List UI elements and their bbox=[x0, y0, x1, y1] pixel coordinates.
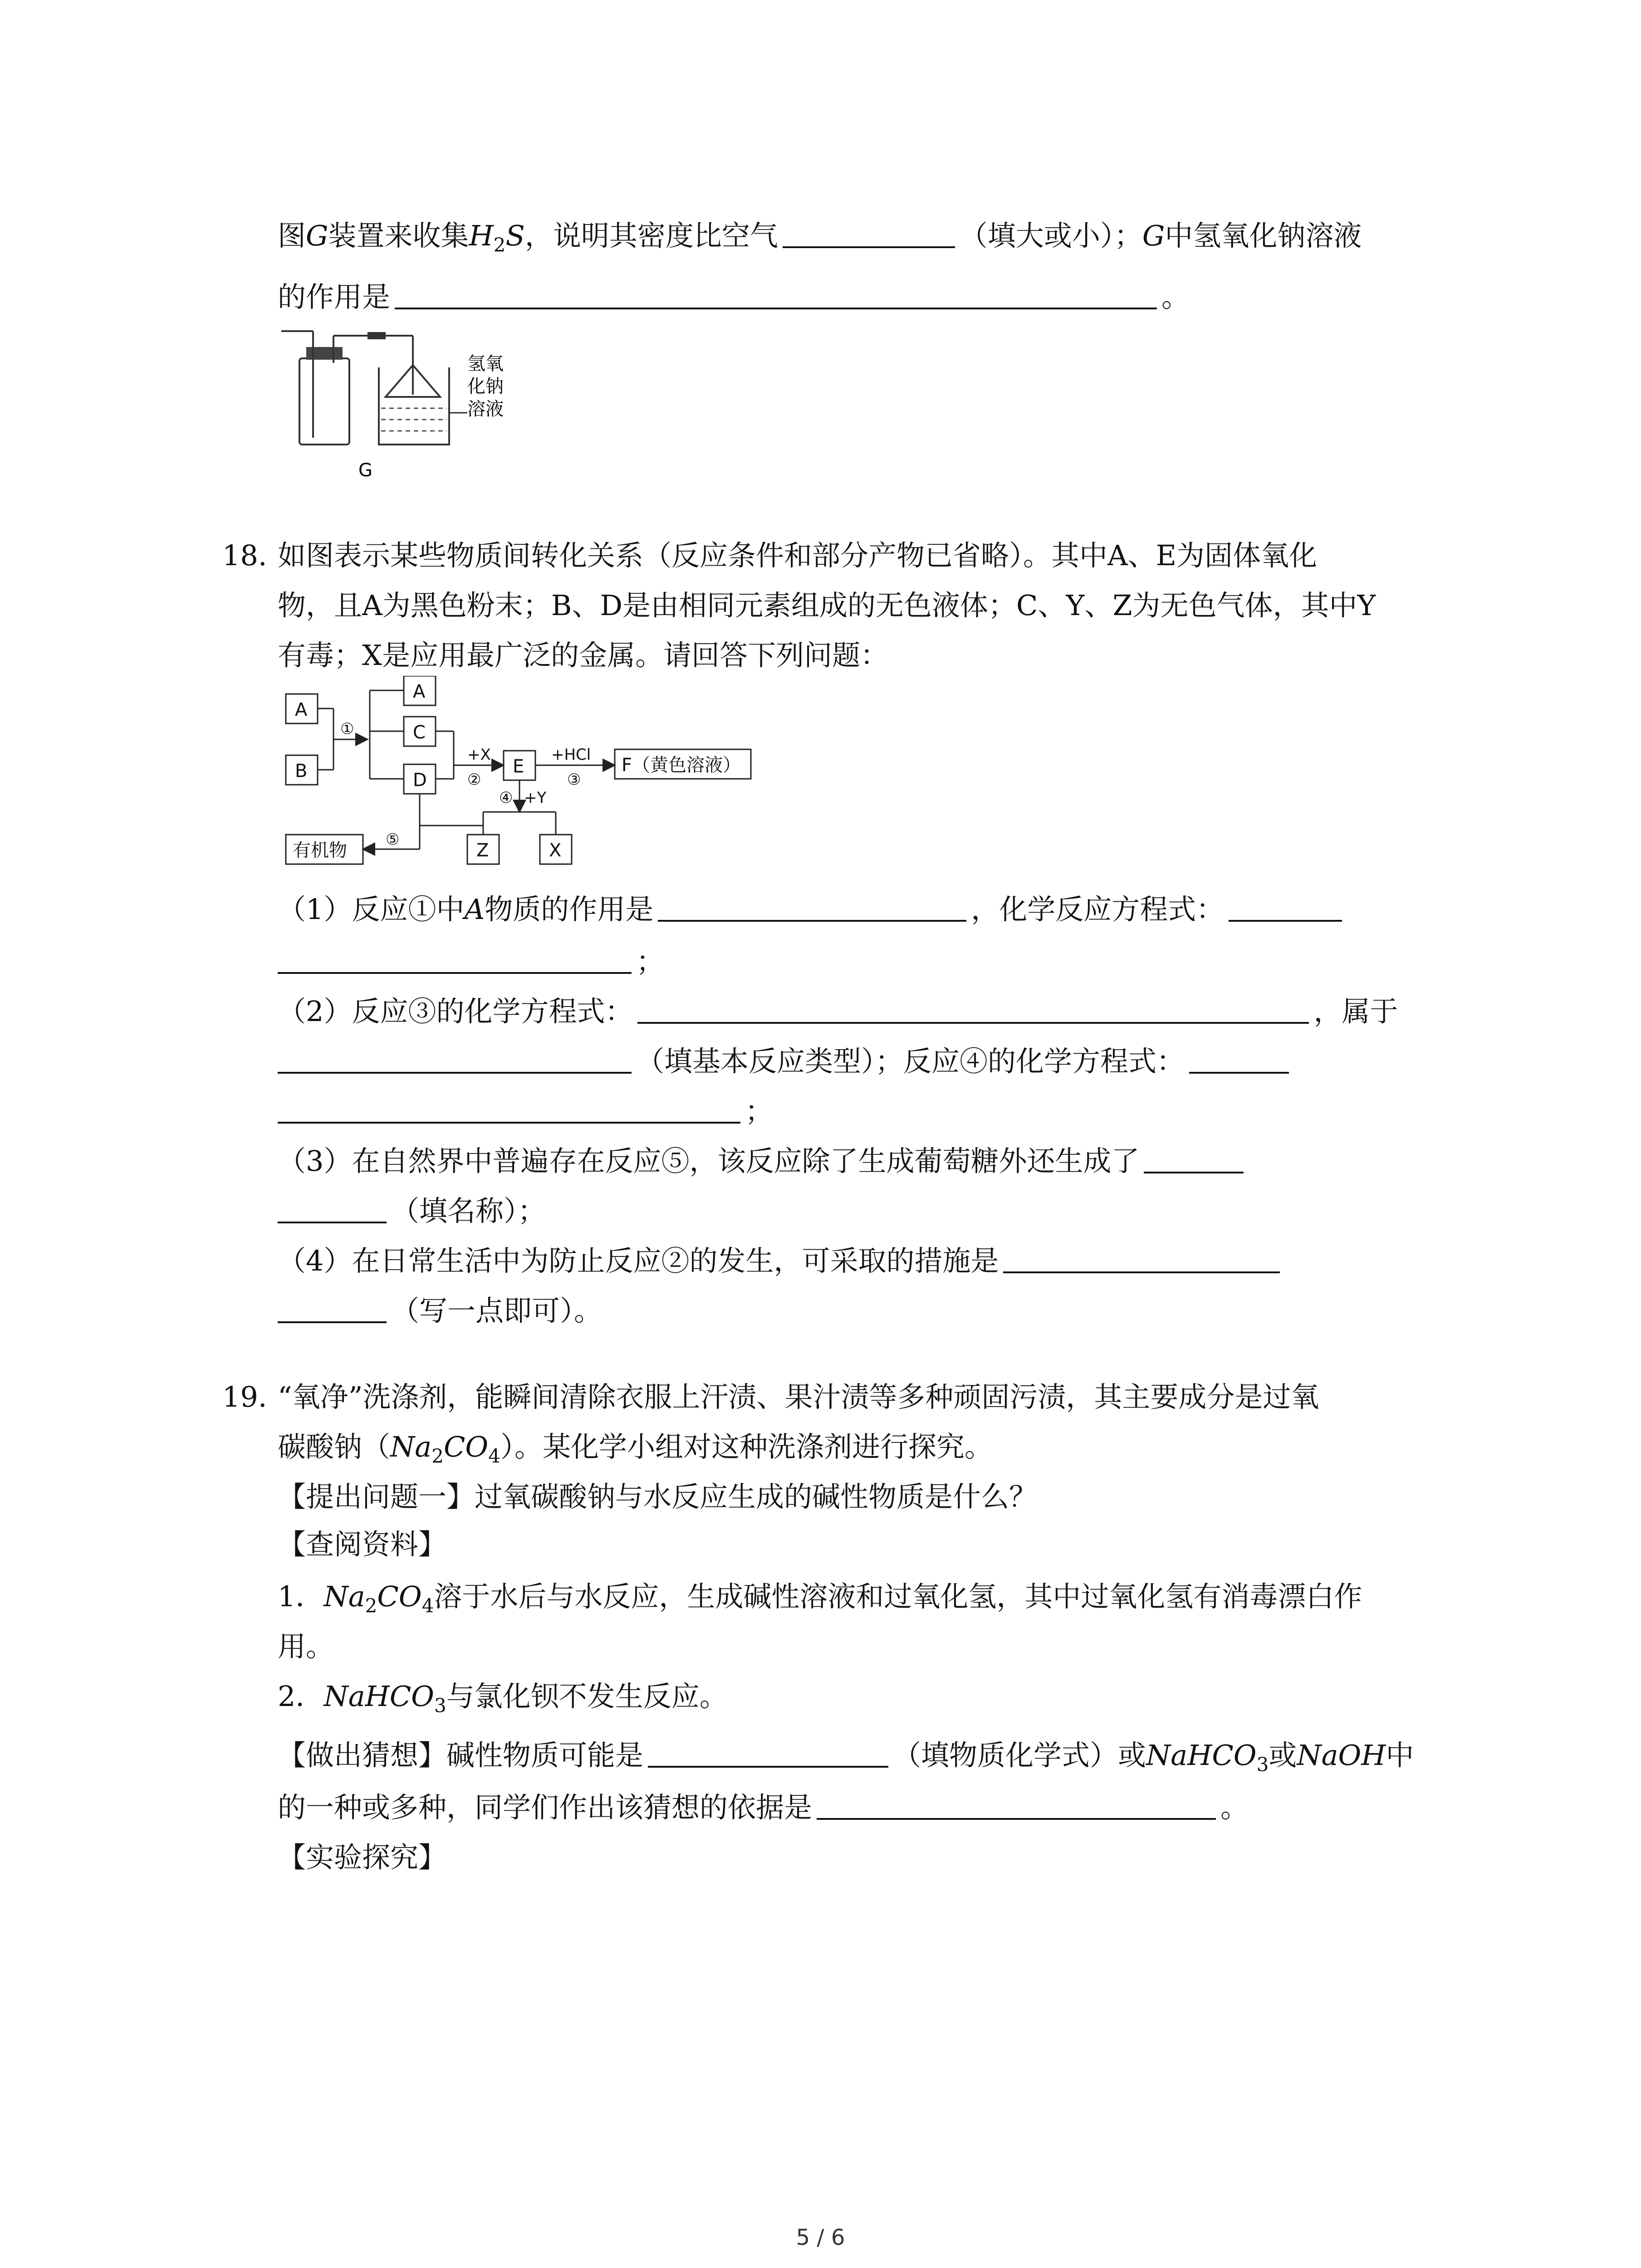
q18-sub3-cont bbox=[278, 1193, 546, 1229]
node-label: D bbox=[413, 770, 427, 791]
formula: NaHCO bbox=[323, 1680, 435, 1713]
text: （填物质化学式）或 bbox=[893, 1739, 1146, 1772]
q19-info-heading: 【查阅资料】 bbox=[278, 1528, 447, 1561]
q19-info-2 bbox=[278, 1678, 728, 1724]
node-label: 有机物 bbox=[293, 840, 347, 861]
gas-bottle bbox=[299, 358, 349, 445]
text: 。 bbox=[1161, 280, 1190, 313]
reagent-label: 化钠 bbox=[467, 376, 504, 397]
q19-guess-cont bbox=[278, 1789, 1249, 1826]
formula: A bbox=[464, 893, 485, 926]
text: ，说明其密度比空气 bbox=[524, 219, 778, 252]
reaction-number: ④ bbox=[499, 789, 513, 807]
q19-guess bbox=[278, 1737, 1414, 1783]
text: ； bbox=[745, 1095, 774, 1128]
q18-stem-line: 物，且A为黑色粉末；B、D是由相同元素组成的无色液体；C、Y、Z为无色气体，其中Y bbox=[278, 589, 1376, 622]
answer-blank[interactable] bbox=[1189, 1045, 1289, 1074]
text: （3）在自然界中普遍存在反应⑤，该反应除了生成葡萄糖外还生成了 bbox=[278, 1144, 1140, 1178]
node-label: F（黄色溶液） bbox=[622, 755, 741, 776]
q18-sub2-cont bbox=[278, 1043, 1293, 1080]
reagent-label: 氢氧 bbox=[467, 353, 504, 374]
page-number: 5 / 6 bbox=[796, 2225, 845, 2250]
rubber-joint bbox=[367, 332, 386, 339]
text: ，属于 bbox=[1313, 995, 1398, 1028]
q19-line-2 bbox=[278, 1429, 993, 1474]
subscript: 4 bbox=[488, 1445, 500, 1467]
reagent-label: 溶液 bbox=[467, 399, 504, 420]
formula: H bbox=[469, 219, 494, 252]
answer-blank[interactable] bbox=[648, 1739, 888, 1768]
node-label: B bbox=[295, 761, 308, 782]
text: （2）反应③的化学方程式： bbox=[278, 995, 633, 1028]
q18-sub2 bbox=[278, 993, 1398, 1030]
formula: NaHCO bbox=[1146, 1739, 1257, 1772]
condition-label: +Y bbox=[524, 789, 547, 807]
q19-number: 19. bbox=[222, 1380, 267, 1413]
text: ； bbox=[636, 945, 665, 978]
node-label: E bbox=[513, 756, 524, 777]
subscript: 2 bbox=[365, 1594, 377, 1617]
formula: G bbox=[306, 219, 328, 252]
text: 中 bbox=[1386, 1739, 1414, 1772]
text: 的作用是 bbox=[278, 280, 391, 313]
formula: CO bbox=[377, 1580, 422, 1613]
text: 装置来收集 bbox=[328, 219, 469, 252]
q19-question-1: 【提出问题一】过氧碳酸钠与水反应生成的碱性物质是什么？ bbox=[278, 1480, 1038, 1513]
subscript: 2 bbox=[431, 1445, 444, 1467]
answer-blank[interactable] bbox=[817, 1791, 1216, 1820]
text: （填名称）； bbox=[391, 1194, 546, 1227]
text: 碳酸钠（ bbox=[278, 1430, 391, 1463]
formula: Na bbox=[390, 1430, 432, 1463]
q18-stem-line: 有毒；X是应用最广泛的金属。请回答下列问题： bbox=[278, 639, 889, 672]
q18-sub4 bbox=[278, 1243, 1284, 1279]
q17-line-1 bbox=[278, 218, 1362, 263]
beaker bbox=[379, 367, 449, 445]
conversion-diagram bbox=[277, 676, 776, 885]
condition-label: +X bbox=[467, 746, 491, 764]
q18-number: 18. bbox=[222, 539, 267, 572]
text: （填大或小）； bbox=[959, 219, 1142, 252]
answer-blank[interactable] bbox=[658, 893, 966, 922]
text: 。 bbox=[1220, 1791, 1249, 1824]
text: （1）反应①中 bbox=[278, 893, 465, 926]
text: 或 bbox=[1269, 1739, 1297, 1772]
reaction-number: ③ bbox=[567, 771, 581, 789]
formula: CO bbox=[443, 1430, 489, 1463]
apparatus-g-figure bbox=[277, 322, 531, 490]
subscript: 4 bbox=[421, 1594, 434, 1617]
q18-sub1-cont bbox=[278, 943, 664, 980]
q18-sub4-cont bbox=[278, 1293, 602, 1329]
text: （写一点即可）。 bbox=[391, 1294, 603, 1327]
answer-blank[interactable] bbox=[1003, 1244, 1280, 1273]
formula: G bbox=[1142, 219, 1165, 252]
text: （4）在日常生活中为防止反应②的发生，可采取的措施是 bbox=[278, 1244, 999, 1277]
formula: S bbox=[505, 219, 525, 252]
text: 物质的作用是 bbox=[485, 893, 654, 926]
answer-blank[interactable] bbox=[1144, 1144, 1244, 1173]
answer-blank[interactable] bbox=[278, 1045, 632, 1074]
text: ）。某化学小组对这种洗涤剂进行探究。 bbox=[500, 1430, 993, 1463]
formula: Na bbox=[323, 1580, 365, 1613]
answer-blank[interactable] bbox=[278, 1095, 740, 1124]
reaction-number: ① bbox=[340, 720, 354, 738]
node-label: C bbox=[413, 722, 426, 743]
q18-sub2-cont2 bbox=[278, 1093, 773, 1129]
subscript: 2 bbox=[493, 234, 506, 256]
answer-blank[interactable] bbox=[278, 1294, 387, 1323]
formula: NaOH bbox=[1297, 1739, 1386, 1772]
answer-blank[interactable] bbox=[395, 280, 1157, 309]
answer-blank[interactable] bbox=[278, 1194, 387, 1223]
text: 【做出猜想】碱性物质可能是 bbox=[278, 1739, 644, 1772]
answer-blank[interactable] bbox=[1229, 893, 1342, 922]
text: ，化学反应方程式： bbox=[971, 893, 1225, 926]
bottle-stopper bbox=[306, 347, 343, 360]
q18-stem-line: 如图表示某些物质间转化关系（反应条件和部分产物已省略）。其中A、E为固体氧化 bbox=[278, 539, 1318, 572]
answer-blank[interactable] bbox=[278, 945, 632, 974]
figure-label: G bbox=[358, 460, 372, 481]
q19-info-1 bbox=[278, 1579, 1362, 1624]
text: 1． bbox=[278, 1580, 324, 1613]
node-label: A bbox=[295, 699, 308, 720]
text: 2． bbox=[278, 1680, 324, 1713]
subscript: 3 bbox=[434, 1694, 446, 1717]
answer-blank[interactable] bbox=[783, 219, 955, 248]
text: 图 bbox=[278, 219, 306, 252]
answer-blank[interactable] bbox=[637, 995, 1309, 1024]
reaction-number: ② bbox=[467, 771, 481, 789]
subscript: 3 bbox=[1256, 1753, 1269, 1776]
q19-experiment-heading: 【实验探究】 bbox=[278, 1841, 447, 1874]
condition-label: +HCl bbox=[551, 746, 591, 764]
q19-info-1-cont: 用。 bbox=[278, 1630, 334, 1663]
text: 中氢氧化钠溶液 bbox=[1165, 219, 1362, 252]
q17-line-2 bbox=[278, 279, 1190, 315]
reaction-number: ⑤ bbox=[386, 831, 400, 849]
node-label: A bbox=[413, 681, 426, 702]
node-label: Z bbox=[476, 840, 489, 861]
q18-sub3 bbox=[278, 1143, 1248, 1179]
node-label: X bbox=[549, 840, 562, 861]
text: 与氯化钡不发生反应。 bbox=[446, 1680, 728, 1713]
text: 的一种或多种，同学们作出该猜想的依据是 bbox=[278, 1791, 813, 1824]
q18-sub1 bbox=[278, 891, 1347, 928]
text: 溶于水后与水反应，生成碱性溶液和过氧化氢，其中过氧化氢有消毒漂白作 bbox=[434, 1580, 1362, 1613]
text: （填基本反应类型）；反应④的化学方程式： bbox=[636, 1045, 1185, 1078]
q19-line-1: “氧净”洗涤剂，能瞬间清除衣服上汗渍、果汁渍等多种顽固污渍，其主要成分是过氧 bbox=[278, 1380, 1319, 1413]
